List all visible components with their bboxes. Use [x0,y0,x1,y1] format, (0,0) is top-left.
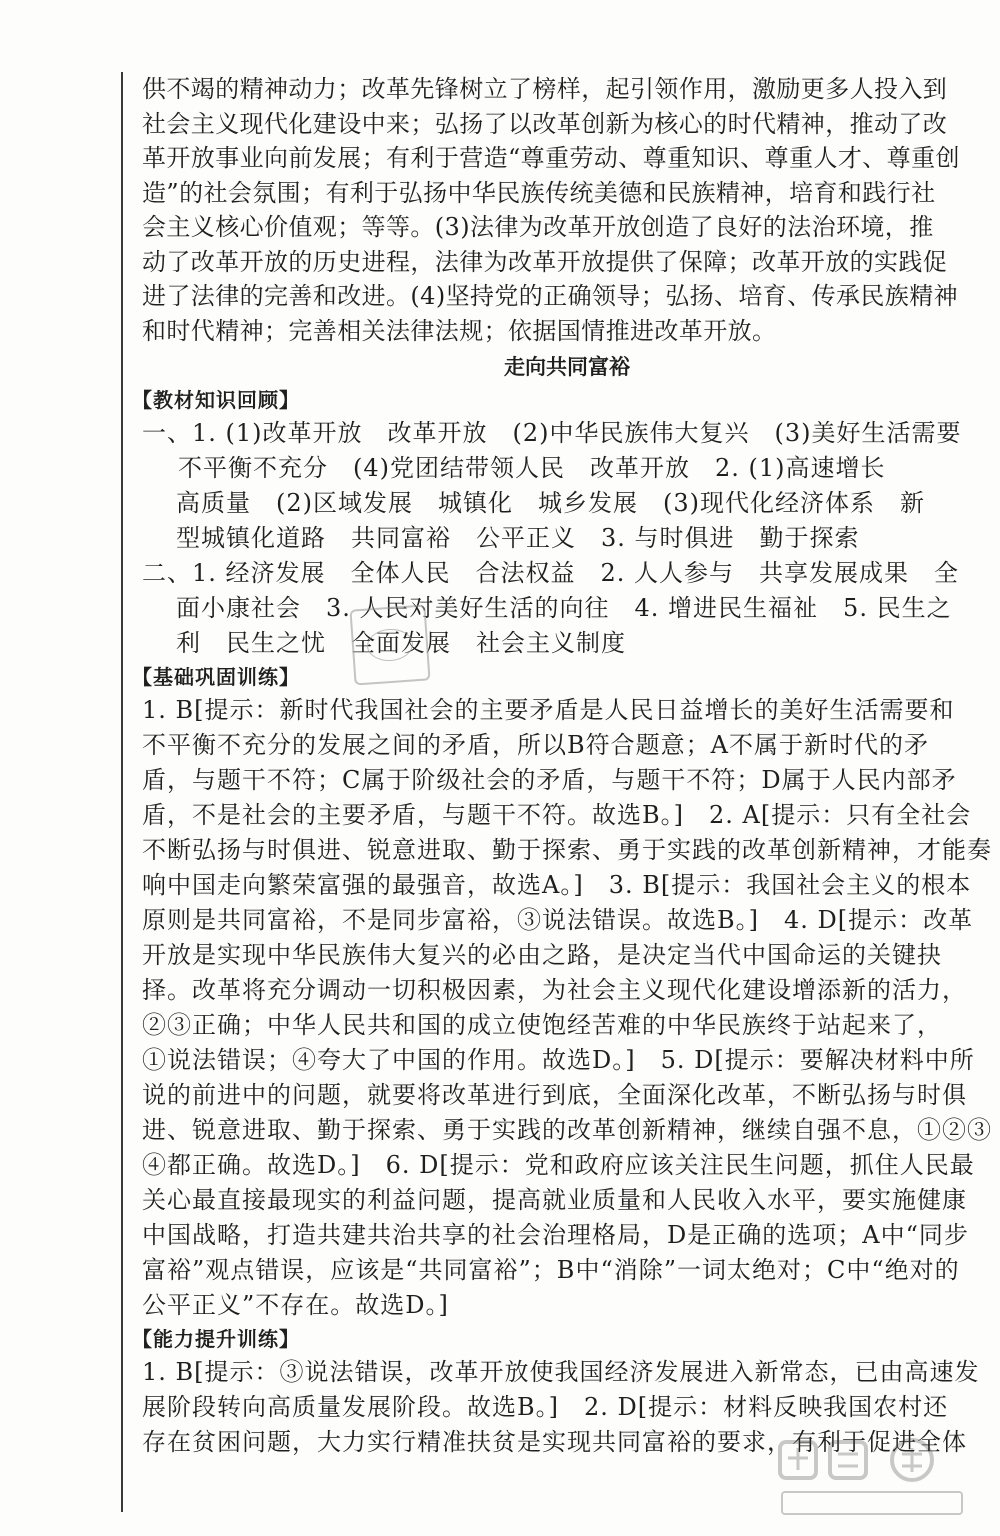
answer-line: 二、1. 经济发展 全体人民 合法权益 2. 人人参与 共享发展成果 全 [142,559,960,587]
answer-line: 不平衡不充分的发展之间的矛盾，所以B符合题意；A不属于新时代的矛 [142,731,929,759]
answer-line: 不平衡不充分 (4)党团结带领人民 改革开放 2. (1)高速增长 [178,454,886,482]
answer-line: 1. B[提示：③说法错误，改革开放使我国经济发展进入新常态，已由高速发 [142,1358,980,1386]
answer-line: 一、1. (1)改革开放 改革开放 (2)中华民族伟大复兴 (3)美好生活需要 [142,419,962,447]
answer-line: 盾，不是社会的主要矛盾，与题干不符。故选B。] 2. A[提示：只有全社会 [142,801,972,829]
text-line: 动了改革开放的历史进程，法律为改革开放提供了保障；改革开放的实践促 [142,247,948,276]
basic-answers [142,693,992,1323]
answer-line: 响中国走向繁荣富强的最强音，故选A。] 3. B[提示：我国社会主义的根本 [142,871,972,899]
seal-inner-ring [366,627,414,662]
section-title: 走向共同富裕 [504,355,630,379]
answer-line: 富裕”观点错误，应该是“共同富裕”；B中“消除”一词太绝对；C中“绝对的 [142,1256,960,1284]
seal-stamp [349,604,430,685]
text-line: 革开放事业向前发展；有利于营造“尊重劳动、尊重知识、尊重人才、尊重创 [142,144,960,172]
top-paragraph [142,72,960,348]
answer-line: 中国战略，打造共建共治共享的社会治理格局，D是正确的选项；A中“同步 [142,1221,969,1249]
text-line: 进了法律的完善和改进。(4)坚持党的正确领导；弘扬、培育、传承民族精神 [142,282,958,310]
answer-line: 1. B[提示：新时代我国社会的主要矛盾是人民日益增长的美好生活需要和 [142,696,955,724]
answer-line: 开放是实现中华民族伟大复兴的必由之路，是决定当代中国命运的关键抉 [142,941,942,969]
text-line: 社会主义现代化建设中来；弘扬了以改革创新为核心的时代精神，推动了改 [142,109,948,138]
answer-line: 利 民生之忧 全面发展 社会主义制度 [176,629,626,657]
answer-line: 不断弘扬与时俱进、锐意进取、勤于探索、勇于实践的改革创新精神，才能奏 [142,836,992,864]
margin-rule [121,72,123,1512]
basic-heading: 【基础巩固训练】 [132,665,300,689]
answer-line: 原则是共同富裕，不是同步富裕，③说法错误。故选B。] 4. D[提示：改革 [142,906,974,934]
answer-line: 高质量 (2)区域发展 城镇化 城乡发展 (3)现代化经济体系 新 [176,489,925,517]
answer-line: 展阶段转向高质量发展阶段。故选B。] 2. D[提示：材料反映我国农村还 [142,1393,949,1421]
answer-line: 面小康社会 3. 人民对美好生活的向往 4. 增进民生福祉 5. 民生之 [176,594,952,622]
answer-line: ②③正确；中华人民共和国的成立使饱经苦难的中华民族终于站起来了， [142,1011,942,1039]
answer-line: 关心最直接最现实的利益问题，提高就业质量和人民收入水平，要实施健康 [142,1186,967,1214]
text-line: 供不竭的精神动力；改革先锋树立了榜样，起引领作用，激励更多人投入到 [142,75,948,103]
answer-line: 盾，与题干不符；C属于阶级社会的矛盾，与题干不符；D属于人民内部矛 [142,766,957,794]
answer-line: 型城镇化道路 共同富裕 公平正义 3. 与时俱进 勤于探索 [176,524,860,552]
answer-line: 公平正义”不存在。故选D。] [142,1291,449,1319]
site-watermark-logo [772,1436,972,1522]
content-column [132,72,992,1460]
text-line: 和时代精神；完善相关法律法规；依据国情推进改革开放。 [142,316,777,345]
answer-line: 择。改革将充分调动一切积极因素，为社会主义现代化建设增添新的活力， [142,976,967,1004]
review-heading: 【教材知识回顾】 [132,388,300,412]
review-answers [142,416,962,661]
answer-line: 存在贫困问题，大力实行精准扶贫是实现共同富裕的要求，有利于促进全体 [142,1428,967,1456]
answer-line: 说的前进中的问题，就要将改革进行到底，全面深化改革，不断弘扬与时俱 [142,1081,967,1109]
text-line: 造”的社会氛围；有利于弘扬中华民族传统美德和民族精神，培育和践行社 [142,178,936,207]
text-line: 会主义核心价值观；等等。(3)法律为改革开放创造了良好的法治环境，推 [142,213,934,241]
answer-line: 进、锐意进取、勤于探索、勇于实践的改革创新精神，继续自强不息，①②③ [142,1116,992,1144]
answer-line: ①说法错误；④夸大了中国的作用。故选D。] 5. D[提示：要解决材料中所 [142,1046,975,1074]
answer-line: ④都正确。故选D。] 6. D[提示：党和政府应该关注民生问题，抓住人民最 [142,1151,975,1179]
advanced-heading: 【能力提升训练】 [132,1327,300,1351]
